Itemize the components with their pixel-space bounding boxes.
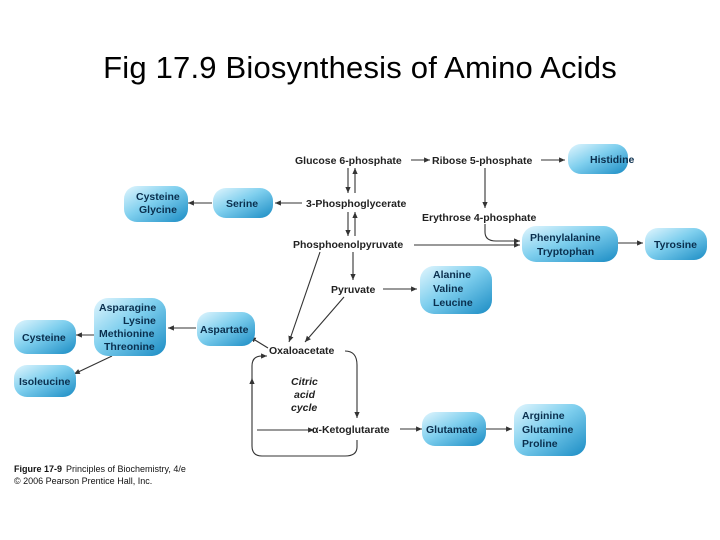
svg-text:Cysteine: Cysteine [22, 332, 66, 344]
svg-text:Arginine: Arginine [522, 410, 565, 422]
pill-isoleucine [14, 365, 76, 397]
metabolite-labels [269, 155, 537, 436]
arrow-e4p-phetrp [485, 224, 520, 241]
svg-text:Isoleucine: Isoleucine [19, 376, 71, 388]
pill-aspartate [197, 312, 255, 346]
svg-text:Glycine: Glycine [139, 204, 177, 216]
pill-histidine [568, 144, 634, 174]
svg-text:Cysteine: Cysteine [136, 191, 180, 203]
pill-phenylalanine-tryptophan [522, 226, 618, 262]
label-cycle: cycle [291, 402, 318, 414]
label-alpha-ketoglutarate: α-Ketoglutarate [312, 424, 390, 436]
pill-glutamate [422, 412, 486, 446]
svg-text:Serine: Serine [226, 198, 259, 210]
svg-text:Phenylalanine: Phenylalanine [530, 232, 601, 244]
svg-text:Tryptophan: Tryptophan [537, 246, 595, 258]
label-pyruvate: Pyruvate [331, 284, 376, 296]
label-ribose-5-phosphate: Ribose 5-phosphate [432, 155, 533, 167]
caption-book: Principles of Biochemistry, 4/e [66, 464, 186, 474]
svg-text:Glutamate: Glutamate [426, 424, 478, 436]
svg-text:Glutamine: Glutamine [522, 424, 574, 436]
caption-figure-number: Figure 17-9 [14, 464, 63, 474]
svg-text:Valine: Valine [433, 283, 464, 295]
pill-asparagine-family [94, 298, 166, 356]
svg-text:Figure 17-9Principles of Bioch [14, 464, 186, 474]
svg-text:Proline: Proline [522, 438, 558, 450]
label-citric: Citric [291, 376, 318, 388]
label-glucose-6-phosphate: Glucose 6-phosphate [295, 155, 402, 167]
label-erythrose-4-phosphate: Erythrose 4-phosphate [422, 212, 537, 224]
svg-text:Lysine: Lysine [123, 315, 156, 327]
svg-text:Methionine: Methionine [99, 328, 155, 340]
label-phosphoenolpyruvate: Phosphoenolpyruvate [293, 239, 404, 251]
pill-alanine-valine-leucine [420, 266, 492, 314]
slide-title: Fig 17.9 Biosynthesis of Amino Acids [103, 50, 617, 85]
pill-tyrosine [645, 228, 707, 260]
svg-text:Leucine: Leucine [433, 297, 473, 309]
label-acid: acid [294, 389, 316, 401]
svg-text:Asparagine: Asparagine [99, 302, 157, 314]
pill-glutamate-family [514, 404, 586, 456]
svg-text:Histidine: Histidine [590, 154, 635, 166]
pill-serine [213, 188, 273, 218]
arrow-pyruvate-oaa [305, 297, 344, 342]
svg-text:Aspartate: Aspartate [200, 324, 249, 336]
caption-copyright: © 2006 Pearson Prentice Hall, Inc. [14, 476, 153, 486]
pill-cysteine [14, 320, 76, 354]
arrow-pep-oaa [289, 252, 320, 342]
label-3-phosphoglycerate: 3-Phosphoglycerate [306, 198, 407, 210]
label-oxaloacetate: Oxaloacetate [269, 345, 335, 357]
arrow-oaa-akg [345, 351, 357, 418]
pill-cysteine-glycine [124, 186, 188, 222]
svg-text:Threonine: Threonine [104, 341, 155, 353]
svg-text:Tyrosine: Tyrosine [654, 239, 697, 251]
figure-caption [14, 464, 186, 486]
arrow-aspfamily-isoleucine [74, 356, 112, 374]
svg-text:Alanine: Alanine [433, 269, 471, 281]
